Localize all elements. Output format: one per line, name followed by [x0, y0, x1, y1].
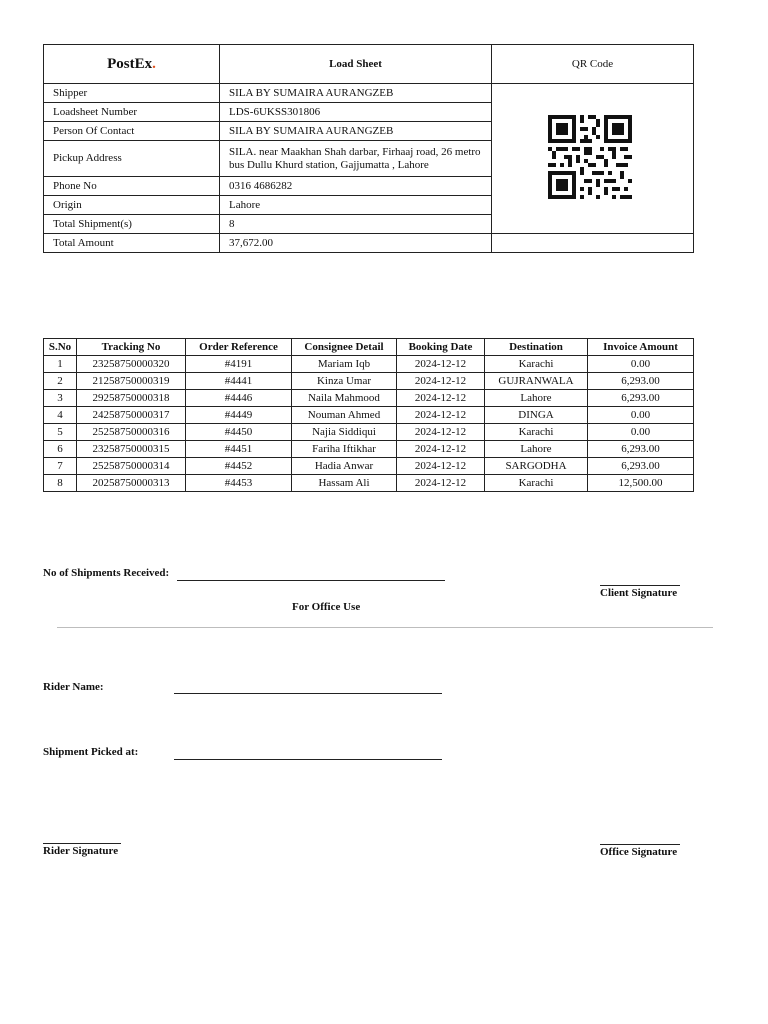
table-cell: Karachi: [485, 356, 588, 373]
qr-code-icon: [548, 115, 632, 199]
table-cell: 8: [44, 475, 77, 492]
table-cell: 2024-12-12: [397, 441, 485, 458]
table-cell: 6: [44, 441, 77, 458]
table-row: [44, 356, 694, 373]
table-cell: 2024-12-12: [397, 458, 485, 475]
table-cell: Hassam Ali: [292, 475, 397, 492]
table-cell: #4446: [186, 390, 292, 407]
shipment-picked-line[interactable]: [174, 759, 442, 760]
table-cell: 2024-12-12: [397, 475, 485, 492]
shipper-label: Shipper: [44, 84, 220, 103]
table-cell: 2024-12-12: [397, 373, 485, 390]
table-row: [44, 475, 694, 492]
table-cell: 6,293.00: [588, 458, 694, 475]
table-cell: 0.00: [588, 424, 694, 441]
pickup-address-label: Pickup Address: [44, 141, 220, 177]
table-cell: 5: [44, 424, 77, 441]
shipments-table: [43, 338, 694, 492]
table-cell: 2024-12-12: [397, 424, 485, 441]
table-cell: #4452: [186, 458, 292, 475]
table-cell: 0.00: [588, 407, 694, 424]
table-cell: Karachi: [485, 475, 588, 492]
column-header: Booking Date: [397, 339, 485, 356]
origin-label: Origin: [44, 196, 220, 215]
qr-code-label: QR Code: [492, 45, 694, 84]
table-cell: DINGA: [485, 407, 588, 424]
table-cell: 0.00: [588, 356, 694, 373]
table-cell: Hadia Anwar: [292, 458, 397, 475]
total-shipments-label: Total Shipment(s): [44, 215, 220, 234]
table-cell: 6,293.00: [588, 373, 694, 390]
column-header: Order Reference: [186, 339, 292, 356]
table-cell: 24258750000317: [77, 407, 186, 424]
table-cell: 2: [44, 373, 77, 390]
pickup-address-value: SILA. near Maakhan Shah darbar, Firhaaj road, 26 metro bus Dullu Khurd station, Gajjumatta , Lahore: [220, 141, 492, 177]
table-header-row: [44, 339, 694, 356]
table-cell: 2024-12-12: [397, 390, 485, 407]
total-amount-label: Total Amount: [44, 234, 220, 253]
table-cell: 25258750000316: [77, 424, 186, 441]
table-cell: 23258750000320: [77, 356, 186, 373]
table-cell: GUJRANWALA: [485, 373, 588, 390]
client-signature-label: Client Signature: [600, 587, 678, 599]
table-cell: 6,293.00: [588, 390, 694, 407]
total-amount-value: 37,672.00: [220, 234, 492, 253]
table-row: [44, 407, 694, 424]
shipper-value: SILA BY SUMAIRA AURANGZEB: [220, 84, 492, 103]
table-cell: 2024-12-12: [397, 407, 485, 424]
table-cell: 2024-12-12: [397, 356, 485, 373]
contact-person-value: SILA BY SUMAIRA AURANGZEB: [220, 122, 492, 141]
column-header: Invoice Amount: [588, 339, 694, 356]
shipment-picked-label: Shipment Picked at:: [43, 746, 139, 758]
table-cell: #4441: [186, 373, 292, 390]
table-cell: #4191: [186, 356, 292, 373]
shipments-received-label: No of Shipments Received:: [43, 567, 170, 579]
column-header: Tracking No: [77, 339, 186, 356]
table-cell: 7: [44, 458, 77, 475]
table-cell: 25258750000314: [77, 458, 186, 475]
column-header: Destination: [485, 339, 588, 356]
table-cell: Lahore: [485, 441, 588, 458]
table-cell: 21258750000319: [77, 373, 186, 390]
table-row: [44, 458, 694, 475]
page-title: Load Sheet: [220, 45, 492, 84]
loadsheet-number-label: Loadsheet Number: [44, 103, 220, 122]
brand-logo: [44, 45, 220, 84]
loadsheet-info-table: [43, 44, 694, 253]
table-cell: 6,293.00: [588, 441, 694, 458]
qr-code-cell: [492, 84, 694, 234]
shipments-received-line[interactable]: [177, 580, 445, 581]
table-cell: Najia Siddiqui: [292, 424, 397, 441]
column-header: S.No: [44, 339, 77, 356]
table-cell: 4: [44, 407, 77, 424]
table-cell: 29258750000318: [77, 390, 186, 407]
table-cell: 20258750000313: [77, 475, 186, 492]
loadsheet-number-value: LDS-6UKSS301806: [220, 103, 492, 122]
table-row: [44, 441, 694, 458]
rider-name-line[interactable]: [174, 693, 442, 694]
table-cell: 3: [44, 390, 77, 407]
office-signature-label: Office Signature: [600, 846, 678, 858]
contact-person-label: Person Of Contact: [44, 122, 220, 141]
table-row: [44, 424, 694, 441]
brand-dot: .: [152, 55, 156, 72]
for-office-use-heading: For Office Use: [292, 601, 361, 613]
table-cell: 1: [44, 356, 77, 373]
empty-cell: [492, 234, 694, 253]
table-row: [44, 390, 694, 407]
total-shipments-value: 8: [220, 215, 492, 234]
phone-value: 0316 4686282: [220, 177, 492, 196]
table-cell: Nouman Ahmed: [292, 407, 397, 424]
table-cell: Naila Mahmood: [292, 390, 397, 407]
table-cell: #4450: [186, 424, 292, 441]
section-divider: [57, 627, 713, 628]
table-cell: #4453: [186, 475, 292, 492]
rider-signature-line[interactable]: [43, 843, 121, 844]
column-header: Consignee Detail: [292, 339, 397, 356]
table-cell: Karachi: [485, 424, 588, 441]
table-cell: 23258750000315: [77, 441, 186, 458]
table-cell: Mariam Iqb: [292, 356, 397, 373]
table-row: [44, 373, 694, 390]
table-cell: SARGODHA: [485, 458, 588, 475]
table-cell: Kinza Umar: [292, 373, 397, 390]
table-cell: 12,500.00: [588, 475, 694, 492]
client-signature-line[interactable]: [600, 585, 680, 586]
rider-name-label: Rider Name:: [43, 681, 104, 693]
phone-label: Phone No: [44, 177, 220, 196]
table-cell: #4449: [186, 407, 292, 424]
brand-name: PostEx: [107, 55, 153, 72]
table-cell: #4451: [186, 441, 292, 458]
table-cell: Lahore: [485, 390, 588, 407]
office-signature-line[interactable]: [600, 844, 680, 845]
table-cell: Fariha Iftikhar: [292, 441, 397, 458]
rider-signature-label: Rider Signature: [43, 845, 119, 857]
origin-value: Lahore: [220, 196, 492, 215]
